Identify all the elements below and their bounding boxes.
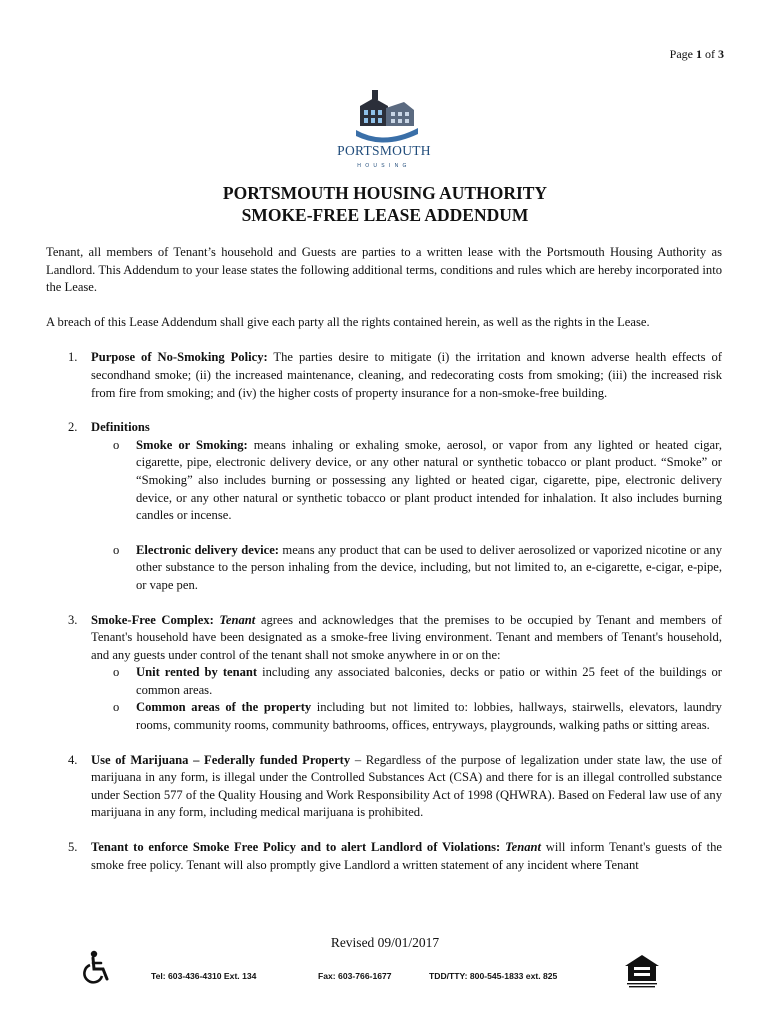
- definition-text: means inhaling or exhaling smoke, aerosol, or vapor from any lighted or heated cigar, cigarette, pipe, electronic delivery device, or any other natural or synthetic tobacco or plant product. “Smoke” or “Smoking” also includes burning or possessing any lighted or heated cigar, cigarette, pipe, electronic delivery device, or any other natural or synthetic tobacco or plant product intended for inhalation. It also includes burning candles or incense.: [136, 437, 722, 523]
- area-text: including but not limited to: lobbies, hallways, stairwells, elevators, laundry rooms, community rooms, community bathrooms, offices, entryways, playgrounds, walking paths or sitting areas.: [136, 700, 722, 733]
- title-line-2: SMOKE-FREE LEASE ADDENDUM: [241, 205, 529, 225]
- area-term: Unit rented by tenant: [136, 665, 258, 680]
- definition-list: [91, 437, 722, 595]
- building-logo-icon: [326, 84, 442, 144]
- revision-date: Revised 09/01/2017: [330, 935, 440, 950]
- section-item: [46, 839, 722, 874]
- section-item: [46, 349, 722, 402]
- section-text: The parties desire to mitigate (i) the irritation and known adverse health effects of secondhand smoke; (ii) the increased maintenance, cleaning, and redecorating costs from smoking; (iii) the increased risk from fire from smoking; and (iv) the higher costs of property insurance for a non-smoke-free building.: [91, 350, 722, 400]
- area-text: including any associated balconies, decks or patio or within 25 feet of the buildings or common areas.: [136, 665, 722, 697]
- definition-text: means any product that can be used to deliver aerosolized or vaporized nicotine or any other substance to the person inhaling from the device, including, but not limited to, an e-cigarette, e-cigar, e-pipe, or vape pen.: [136, 542, 722, 592]
- document-title: [0, 182, 770, 226]
- definition-item: [91, 437, 722, 525]
- section-heading: Smoke-Free Complex:: [91, 612, 214, 627]
- section-item: [46, 752, 722, 822]
- footer-fax: Fax: 603-766-1677: [318, 971, 392, 981]
- title-line-1: PORTSMOUTH HOUSING AUTHORITY: [222, 183, 548, 203]
- section-text: agrees and acknowledges that the premises to be occupied by Tenant and members of Tenant's household have been designated as a smoke-free living environment. Tenant and members of Tenant's household, and any guests under control of the tenant shall not smoke anywhere in or on the:: [91, 612, 722, 662]
- equal-housing-opportunity-icon: [621, 952, 663, 990]
- area-term: Common areas of the property: [136, 700, 312, 715]
- area-item: [91, 664, 722, 699]
- bullet: o: [113, 665, 120, 680]
- section-heading: Use of Marijuana – Federally funded Property: [91, 752, 351, 767]
- section-number: 3.: [68, 612, 78, 627]
- section-item: [46, 612, 722, 735]
- intro-paragraph: Tenant, all members of Tenant’s household and Guests are parties to a written lease with the Portsmouth Housing Authority as Landlord. This Addendum to your lease states the following additional terms, conditions and rules which are hereby incorporated into the Lease.: [46, 245, 722, 295]
- area-item: [91, 699, 722, 734]
- bullet: o: [113, 700, 120, 715]
- wheelchair-icon: [80, 950, 114, 984]
- portsmouth-housing-logo: [326, 84, 442, 169]
- section-emphasis: Tenant: [219, 612, 256, 627]
- breach-paragraph: A breach of this Lease Addendum shall give each party all the rights contained herein, as well as the rights in the Lease.: [46, 314, 650, 329]
- section-heading: Tenant to enforce Smoke Free Policy and to alert Landlord of Violations:: [91, 840, 501, 855]
- section-number: 4.: [68, 752, 78, 767]
- section-number: 5.: [68, 840, 78, 855]
- bullet: o: [113, 437, 120, 452]
- section-heading: Definitions: [91, 420, 150, 435]
- section-heading: Purpose of No-Smoking Policy:: [91, 350, 268, 365]
- document-body: [46, 244, 722, 891]
- sections-list: [46, 349, 722, 874]
- section-number: 1.: [68, 350, 78, 365]
- logo-subtitle: HOUSING: [357, 163, 411, 169]
- definition-term: Electronic delivery device:: [136, 542, 279, 557]
- section-text: will inform Tenant's guests of the smoke free policy. Tenant will also promptly give Landlord a written statement of any incident where Tenant: [91, 840, 722, 872]
- footer-tdd: TDD/TTY: 800-545-1833 ext. 825: [429, 971, 558, 981]
- definition-item: [91, 542, 722, 595]
- logo-name: PORTSMOUTH: [337, 143, 431, 158]
- page-number: Page 1 of 3: [669, 47, 724, 61]
- bullet: o: [113, 542, 120, 557]
- section-text: – Regardless of the purpose of legalization under state law, the use of marijuana in any form, is illegal under the Controlled Substances Act (CSA) and there for is an illegal controlled substance under Section 577 of the Quality Housing and Work Responsibility Act of 1998 (QHWRA). Based on Federal law use of any marijuana in any form, including medical marijuana is prohibited.: [91, 752, 722, 820]
- section-emphasis: Tenant: [505, 840, 541, 855]
- area-list: [91, 664, 722, 734]
- section-item: [46, 419, 722, 594]
- section-number: 2.: [68, 420, 78, 435]
- definition-term: Smoke or Smoking:: [136, 437, 248, 452]
- footer-tel: Tel: 603-436-4310 Ext. 134: [151, 971, 257, 981]
